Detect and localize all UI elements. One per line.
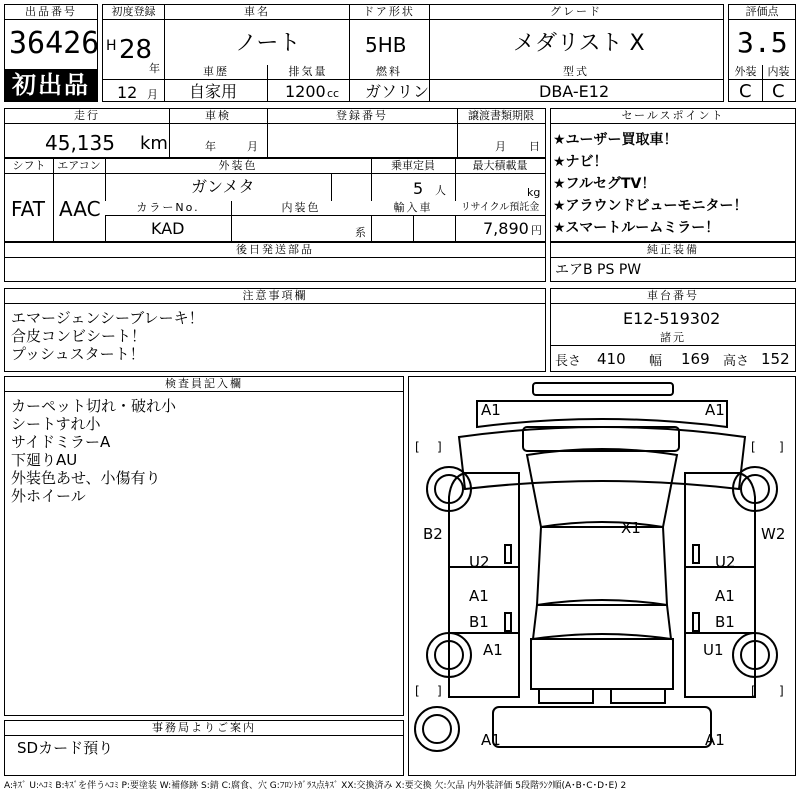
sales-point-item: ★フルセグTV！ (553, 176, 656, 192)
width: 169 (681, 350, 710, 368)
model-label: 型式 (429, 65, 723, 80)
first-registration-box (102, 4, 165, 102)
displacement-label: 排気量 (267, 65, 349, 80)
door-label: ドア形状 (349, 5, 429, 20)
year-unit: 年 (149, 62, 160, 75)
diagram-bracket-close-right: ] (779, 440, 784, 454)
fuel: ガソリン (365, 82, 430, 101)
inspector-label: 検査員記入欄 (5, 377, 403, 392)
sales-points-label: セールスポイント (551, 109, 795, 124)
mark-front-right: A1 (705, 401, 725, 419)
mark-left-fender: B2 (423, 525, 443, 543)
transfer-month-unit: 月 (495, 140, 506, 153)
width-label: 幅 (649, 354, 663, 369)
dimensions-label: 諸元 (551, 331, 795, 346)
equipment-label: 純正装備 (551, 243, 795, 258)
grade-label: グレード (429, 5, 723, 20)
inspector-line: カーペット切れ・破れ小 (11, 397, 177, 415)
car-name-label: 車名 (165, 5, 349, 20)
inspector-line: 外装色あせ、小傷有り (11, 469, 161, 487)
height: 152 (761, 350, 790, 368)
lot-number-box (4, 4, 98, 102)
first-registration-label: 初度登録 (103, 5, 164, 20)
transfer-deadline-label: 譲渡書類期限 (457, 109, 545, 124)
mark-right-fender: W2 (761, 525, 786, 543)
color-number: KAD (151, 219, 185, 238)
mark-left-front-door: U2 (469, 553, 490, 571)
fuel-label: 燃料 (349, 65, 429, 80)
mark-roof: X1 (621, 519, 641, 537)
color-label: 外装色 (105, 159, 371, 174)
import-label: 輸入車 (371, 201, 455, 216)
capacity-unit: 人 (435, 184, 446, 197)
score-box (728, 4, 796, 102)
capacity: 5 (413, 179, 424, 198)
inspector-box (4, 376, 404, 716)
exterior-color: ガンメタ (191, 177, 255, 196)
note-line: エマージェンシーブレーキ！ (11, 309, 204, 327)
yen-unit: 円 (531, 224, 542, 237)
mark-left-sill: B1 (469, 613, 489, 631)
sales-point-item: ★ユーザー買取車！ (553, 132, 678, 148)
mark-rear-left: A1 (481, 731, 501, 749)
diagram-bracket-open-left: [ (415, 440, 420, 454)
shift-label: シフト (5, 159, 53, 174)
sales-points-box (550, 108, 796, 242)
vehicle-main-box (164, 4, 724, 102)
ac: AAC (59, 197, 101, 221)
history-label: 車歴 (165, 65, 267, 80)
cc-unit: cc (327, 87, 340, 100)
car-name: ノート (235, 31, 301, 56)
history: 自家用 (189, 82, 238, 101)
equipment-box (550, 242, 796, 282)
mileage: 45,135 (45, 131, 115, 155)
mark-right-sill: B1 (715, 613, 735, 631)
height-label: 高さ (723, 354, 750, 369)
recycle-fee: 7,890 (483, 219, 529, 238)
sales-point-item: ★スマートルームミラー！ (553, 220, 720, 236)
later-parts-label: 後日発送部品 (5, 243, 545, 258)
inspector-line: シートすれ小 (11, 415, 101, 433)
office-box (4, 720, 404, 776)
mark-left-rear-door: A1 (469, 587, 489, 605)
grade: メダリスト X (513, 31, 645, 56)
car-diagram-drawing (409, 377, 795, 775)
mark-left-rear-quarter: A1 (483, 641, 503, 659)
door-type: 5HB (365, 33, 407, 57)
recycle-label: リサイクル預託金 (455, 201, 545, 216)
displacement: 1200 (285, 82, 326, 101)
model: DBA-E12 (539, 82, 610, 101)
sales-point-item: ★ナビ！ (553, 154, 608, 170)
lot-number-label: 出品番号 (5, 5, 97, 20)
km-unit: km (140, 133, 168, 154)
mileage-label: 走行 (5, 109, 169, 124)
spec-row-box (4, 158, 546, 242)
office-text: SDカード預り (17, 739, 114, 757)
office-label: 事務局よりご案内 (5, 721, 403, 736)
inspector-line: サイドミラーA (11, 433, 111, 451)
diagram-bracket-close-left-rear: ] (437, 684, 442, 698)
mark-right-rear-quarter: U1 (703, 641, 724, 659)
inspection-year-unit: 年 (205, 140, 216, 153)
mileage-row-box (4, 108, 546, 158)
score-label: 評価点 (729, 5, 795, 20)
first-listing-badge: 初出品 (5, 69, 97, 101)
note-line: 合皮コンビシート！ (11, 327, 147, 345)
diagram-bracket-open-left-rear: [ (415, 684, 420, 698)
score: 3.5 (737, 26, 788, 59)
exterior-label: 外装 (729, 65, 762, 80)
inspector-line: 外ホイール (11, 487, 86, 505)
registration-number-label: 登録番号 (267, 109, 457, 124)
first-reg-month: 12 (117, 83, 138, 102)
interior-color-label: 内装色 (231, 201, 371, 216)
interior-color-unit: 系 (355, 226, 366, 239)
month-unit: 月 (147, 88, 158, 101)
transfer-day-unit: 日 (529, 140, 540, 153)
mark-right-front-door: U2 (715, 553, 736, 571)
notes-box (4, 288, 546, 372)
shift: FAT (11, 197, 46, 221)
ac-label: エアコン (53, 159, 105, 174)
sales-point-item: ★アラウンドビューモニター！ (553, 198, 748, 214)
diagram-bracket-close-right-rear: ] (779, 684, 784, 698)
capacity-label: 乗車定員 (371, 159, 455, 174)
car-diagram (408, 376, 796, 776)
mark-rear-right: A1 (705, 731, 725, 749)
interior-label: 内装 (762, 65, 795, 80)
equipment-value: エアB PS PW (555, 262, 642, 278)
mark-right-rear-door: A1 (715, 587, 735, 605)
lot-number: 36426 (9, 26, 100, 61)
chassis-box (550, 288, 796, 372)
mark-front-left: A1 (481, 401, 501, 419)
diagram-bracket-open-right-rear: [ (751, 684, 756, 698)
load-label: 最大積載量 (455, 159, 545, 174)
inspection-label: 車検 (169, 109, 267, 124)
diagram-bracket-close-left: ] (437, 440, 442, 454)
inspection-month-unit: 月 (247, 140, 258, 153)
length-label: 長さ (555, 354, 582, 369)
notes-label: 注意事項欄 (5, 289, 545, 304)
chassis-number: E12-519302 (623, 309, 721, 328)
inspector-line: 下廻りAU (11, 451, 78, 469)
interior-grade: C (772, 81, 785, 102)
later-parts-box (4, 242, 546, 282)
length: 410 (597, 350, 626, 368)
diagram-bracket-open-right: [ (751, 440, 756, 454)
load-unit: kg (527, 186, 541, 199)
exterior-grade: C (739, 81, 752, 102)
color-number-label: カラーNo. (105, 201, 231, 216)
era-letter: H (106, 38, 117, 54)
first-reg-year: 28 (119, 35, 153, 65)
note-line: プッシュスタート！ (11, 345, 145, 363)
chassis-label: 車台番号 (551, 289, 795, 304)
legend: A:ｷｽﾞ U:ﾍｺﾐ B:ｷｽﾞを伴うﾍｺﾐ P:要塗装 W:補修跡 S:錆 C:腐食、穴 G:ﾌﾛﾝﾄｶﾞﾗｽ点ｷｽﾞ XX:交換済み X:要交換 欠:欠品 内外装評価 5段階ﾗﾝｸ順(A･B･C･D･E) 2 (4, 781, 627, 791)
